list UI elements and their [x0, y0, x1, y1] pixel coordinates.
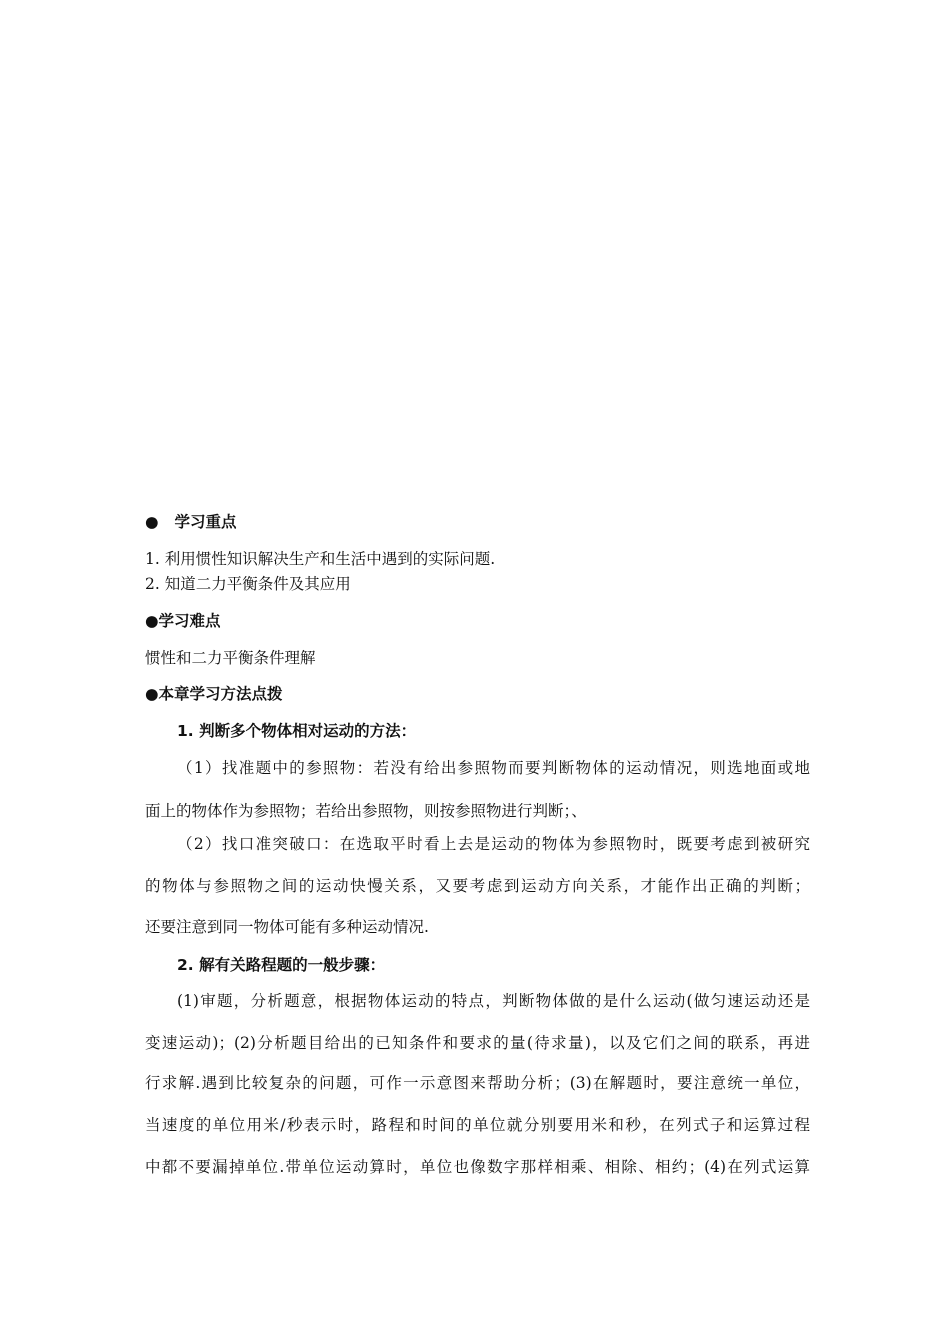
method-heading: ●本章学习方法点拨	[145, 685, 283, 703]
method1-para2-line1: （2）找口准突破口：在选取平时看上去是运动的物体为参照物时，既要考虑到被研究	[177, 835, 810, 853]
method1-para2-line3: 还要注意到同一物体可能有多种运动情况.	[145, 918, 429, 936]
difficulty-heading: ●学习难点	[145, 612, 221, 630]
focus-heading	[145, 512, 810, 532]
focus-item-2: 2. 知道二力平衡条件及其应用	[145, 575, 351, 593]
method2-para-line4: 当速度的单位用米/秒表示时，路程和时间的单位就分别要用米和秒，在列式子和运算过程	[145, 1116, 810, 1134]
method2-para-line3: 行求解.遇到比较复杂的问题，可作一示意图来帮助分析；(3)在解题时，要注意统一单位，	[145, 1074, 810, 1092]
focus-item-1: 1. 利用惯性知识解决生产和生活中遇到的实际问题.	[145, 550, 496, 568]
difficulty-text: 惯性和二力平衡条件理解	[145, 649, 316, 667]
method1-para2-line2: 的物体与参照物之间的运动快慢关系，又要考虑到运动方向关系，才能作出正确的判断；	[145, 877, 810, 895]
bullet-icon: ●	[145, 513, 159, 531]
method2-para-line2: 变速运动)；(2)分析题目给出的已知条件和要求的量(待求量)，以及它们之间的联系，再进	[145, 1034, 810, 1052]
method1-para1-line1: （1）找准题中的参照物：若没有给出参照物而要判断物体的运动情况，则选地面或地	[177, 759, 810, 777]
method2-title: 2. 解有关路程题的一般步骤：	[177, 956, 386, 974]
method2-para-line1: (1)审题，分析题意，根据物体运动的特点，判断物体做的是什么运动(做匀速运动还是	[177, 992, 810, 1010]
focus-heading-title: 学习重点	[174, 513, 237, 531]
method1-title: 1. 判断多个物体相对运动的方法：	[177, 722, 417, 740]
method1-para1-line2: 面上的物体作为参照物；若给出参照物，则按参照物进行判断；、	[145, 802, 587, 820]
method2-para-line5: 中都不要漏掉单位.带单位运动算时，单位也像数字那样相乘、相除、相约；(4)在列式运算	[145, 1158, 810, 1176]
